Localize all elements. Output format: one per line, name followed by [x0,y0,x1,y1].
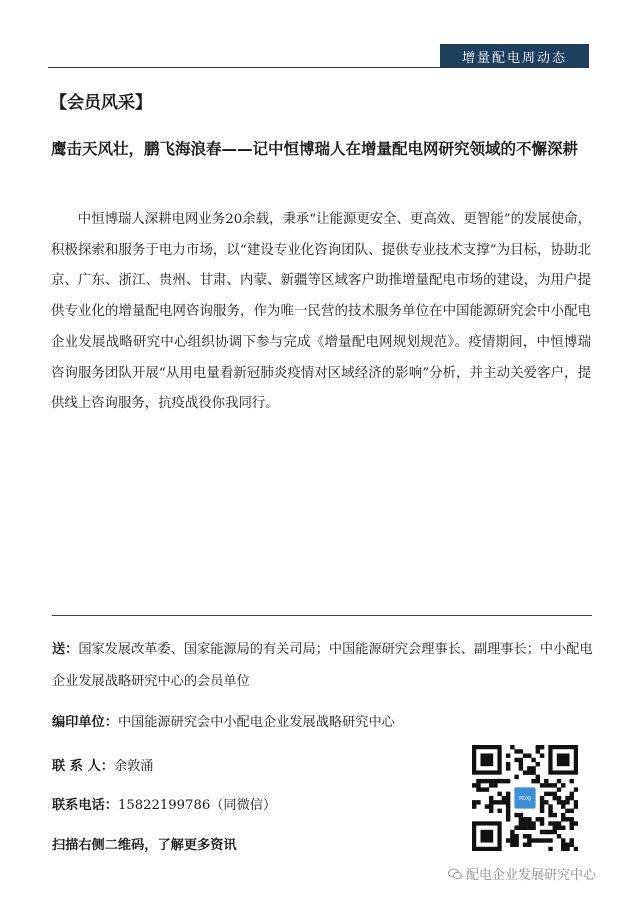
svg-text:PDXJ: PDXJ [519,796,531,802]
recipients-text: 国家发展改革委、国家能源局的有关司局；中国能源研究会理事长、副理事长；中小配电企业发展战略研究中心的会员单位 [52,642,593,689]
printer-label: 编印单位： [52,715,118,730]
qr-code-graphic [472,745,578,851]
printer [52,711,597,730]
footer-rule [52,615,592,616]
watermark-text: 配电企业发展研究中心 [466,868,597,883]
section-tag: 【会员风采】 [50,93,152,113]
recipients-label: 送： [52,642,79,657]
contact-label: 联 系 人： [52,759,114,774]
header-tab: 增量配电周动态 [440,44,589,68]
qr-code[interactable] [472,745,578,851]
phone-text: 15822199786（同微信） [117,798,277,813]
watermark [448,864,596,883]
printer-text: 中国能源研究会中小配电企业发展战略研究中心 [117,715,395,730]
phone-label: 联系电话： [52,798,118,813]
article-body: 中恒博瑞人深耕电网业务20余载，秉承“让能源更安全、更高效、更智能”的发展使命，积极探索和服务于电力市场，以“建设专业化咨询团队、提供专业技术支撑”为目标，协助北京、广东、浙江、贵州、甘肃、内蒙、新疆等区域客户助推增量配电市场的建设，为用户提供专业化的增量配电网咨询服务，作为唯一民营的技术服务单位在中国能源研究会中小配电企业发展战略研究中心组织协调下参与完成《增量配电网规划规范》。疫情期间，中恒博瑞咨询服务团队开展“从用电量看新冠肺炎疫情对区域经济的影响”分析，并主动关爱客户，提供线上咨询服务，抗疫战役你我同行。 [51,212,591,412]
recipients [52,634,597,698]
contact-text: 余敦涌 [113,759,154,774]
wechat-icon [448,868,462,880]
scan-note: 扫描右侧二维码，了解更多资讯 [52,838,237,853]
article-title: 鹰击天风壮，鹏飞海浪春——记中恒博瑞人在增量配电网研究领域的不懈深耕 [51,140,579,158]
